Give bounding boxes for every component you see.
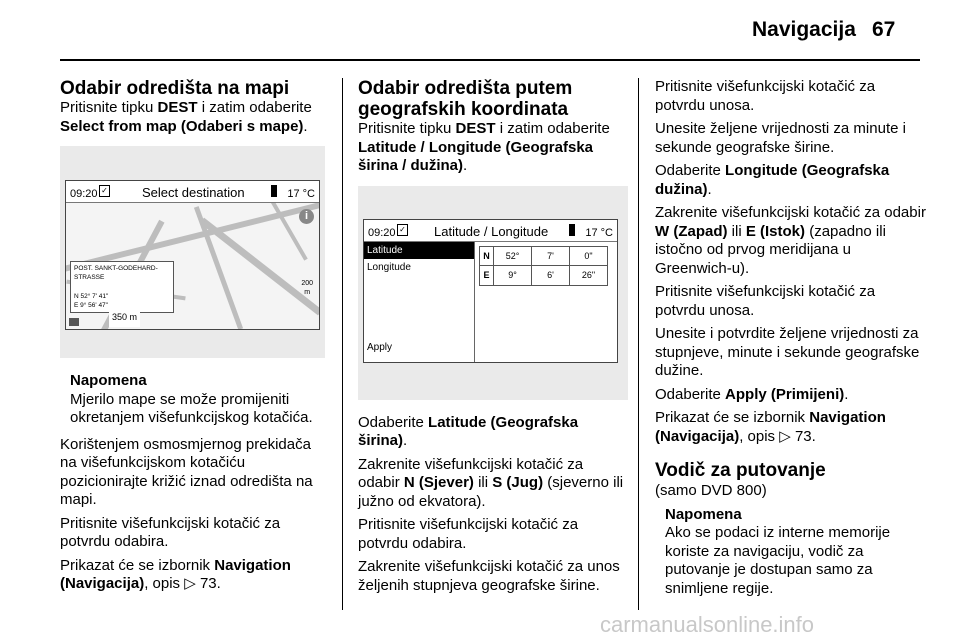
note-text: Mjerilo mape se može promijeniti okretanjem višefunkcijskog kotačića. <box>70 390 313 426</box>
screen-divider <box>474 242 475 362</box>
poi-longitude: E 9° 56' 47" <box>74 302 108 309</box>
hemisphere-cell[interactable]: E <box>480 266 494 286</box>
clock: 09:20 <box>368 226 396 239</box>
paragraph: Zakrenite višefunkcijski kotačić za odabir W (Zapad) ili E (Istok) (zapadno ili istočno od prvog meridijana u Greenwich-u). <box>655 204 926 277</box>
screen-title: Latitude / Longitude <box>434 223 549 239</box>
intro-paragraph: Pritisnite tipku DEST i zatim odaberite Latitude / Longitude (Geografska širina / dužina). <box>358 120 610 174</box>
section-heading: Odabir odredišta putem geografskih koordinata <box>358 78 573 120</box>
seconds-cell[interactable]: 26" <box>570 266 608 286</box>
degrees-cell[interactable]: 9° <box>494 266 532 286</box>
section-heading: Odabir odredišta na mapi <box>60 78 290 99</box>
paragraph: Prikazat će se izbornik Navigation (Navigacija), opis ▷ 73. <box>655 409 886 445</box>
status-bar <box>364 220 617 242</box>
note-box <box>70 372 325 428</box>
paragraph: Pritisnite višefunkcijski kotačić za potvrdu unosa. <box>655 283 876 319</box>
paragraph: Korištenjem osmosmjernog prekidača na višefunkcijskom kotačiću pozicionirajte križić iznad odredišta na mapi. <box>60 435 313 508</box>
apply-button[interactable]: Apply <box>367 342 393 353</box>
info-icon[interactable]: i <box>299 209 314 224</box>
page-number: 67 <box>872 18 896 41</box>
column-3 <box>655 78 927 606</box>
paragraph: Unesite i potvrdite željene vrijednosti za stupnjeve, minute i sekunde geografske dužine. <box>655 325 920 379</box>
paragraph: Odaberite Longitude (Geografska dužina). <box>655 162 890 198</box>
hemisphere-cell[interactable]: N <box>480 246 494 266</box>
thermometer-icon <box>271 185 277 197</box>
degrees-cell[interactable]: 52° <box>494 246 532 266</box>
coordinate-menu <box>364 242 474 362</box>
thermometer-icon <box>569 224 575 236</box>
page-reference[interactable]: 73. <box>794 427 816 445</box>
note-title: Napomena <box>70 372 147 389</box>
navigation-status-icon: ✓ <box>99 185 110 197</box>
screen-frame <box>65 180 320 330</box>
temperature: 17 °C <box>585 226 613 239</box>
header-rule <box>60 59 920 61</box>
screen-title: Select destination <box>142 185 245 200</box>
section-title: Navigacija <box>752 18 856 41</box>
table-row <box>480 266 608 286</box>
paragraph: Odaberite Apply (Primijeni). <box>655 385 849 403</box>
paragraph: Zakrenite višefunkcijski kotačić za unos željenih stupnjeva geografske širine. <box>358 558 620 594</box>
paragraph: Zakrenite višefunkcijski kotačić za odabir N (Sjever) ili S (Jug) (sjeverno ili južno od ekvatora). <box>358 455 624 510</box>
map-screenshot <box>60 146 325 358</box>
poi-info-box <box>70 261 174 313</box>
note-box <box>665 506 927 599</box>
column-divider <box>342 78 343 610</box>
zoom-value: 200 <box>301 280 313 287</box>
seconds-cell[interactable]: 0" <box>570 246 608 266</box>
reference-arrow-icon: ▷ <box>779 427 795 445</box>
poi-latitude: N 52° 7' 41" <box>74 293 109 300</box>
page-reference[interactable]: 73. <box>199 575 221 592</box>
table-row <box>480 246 608 266</box>
map-mode-icon <box>69 318 79 326</box>
temperature: 17 °C <box>287 188 315 200</box>
clock: 09:20 <box>70 188 98 200</box>
minutes-cell[interactable]: 7' <box>532 246 570 266</box>
column-1 <box>60 78 325 599</box>
paragraph: Pritisnite višefunkcijski kotačić za potvrdu unosa. <box>655 78 876 114</box>
map-view[interactable] <box>66 203 319 329</box>
paragraph: Prikazat će se izbornik Navigation (Navigacija), opis ▷ 73. <box>60 556 291 592</box>
status-bar <box>66 181 319 203</box>
paragraph: Pritisnite višefunkcijski kotačić za potvrdu odabira. <box>358 516 579 552</box>
map-scale: 350 m <box>109 308 140 327</box>
note-title: Napomena <box>665 505 742 523</box>
zoom-indicator <box>301 279 313 297</box>
paragraph: Unesite željene vrijednosti za minute i sekunde geografske širine. <box>655 120 906 156</box>
coordinates-screenshot <box>358 186 628 400</box>
paragraph: Pritisnite višefunkcijski kotačić za potvrdu odabira. <box>60 514 281 550</box>
screen-frame <box>363 219 618 363</box>
note-text: Ako se podaci iz interne memorije koriste za navigaciju, vodič za putovanje je dostupan samo za snimljene regije. <box>665 524 891 597</box>
coordinates-table <box>479 246 608 286</box>
column-2 <box>358 78 628 600</box>
poi-name: POST. SANKT-GODEHARD-STRASSE <box>74 265 158 281</box>
subtitle: (samo DVD 800) <box>655 482 767 499</box>
intro-paragraph: Pritisnite tipku DEST i zatim odaberite Select from map (Odaberi s mape). <box>60 99 312 135</box>
section-heading: Vodič za putovanje <box>655 460 826 481</box>
reference-arrow-icon: ▷ <box>184 575 200 592</box>
column-divider <box>638 78 639 610</box>
menu-item-longitude[interactable]: Longitude <box>367 261 411 273</box>
navigation-status-icon: ✓ <box>397 224 408 236</box>
watermark: carmanualsonline.info <box>600 612 815 637</box>
menu-item-latitude[interactable]: Latitude <box>364 242 474 259</box>
paragraph: Odaberite Latitude (Geografska širina). <box>358 413 579 449</box>
zoom-unit: m <box>304 289 311 296</box>
minutes-cell[interactable]: 6' <box>532 266 570 286</box>
